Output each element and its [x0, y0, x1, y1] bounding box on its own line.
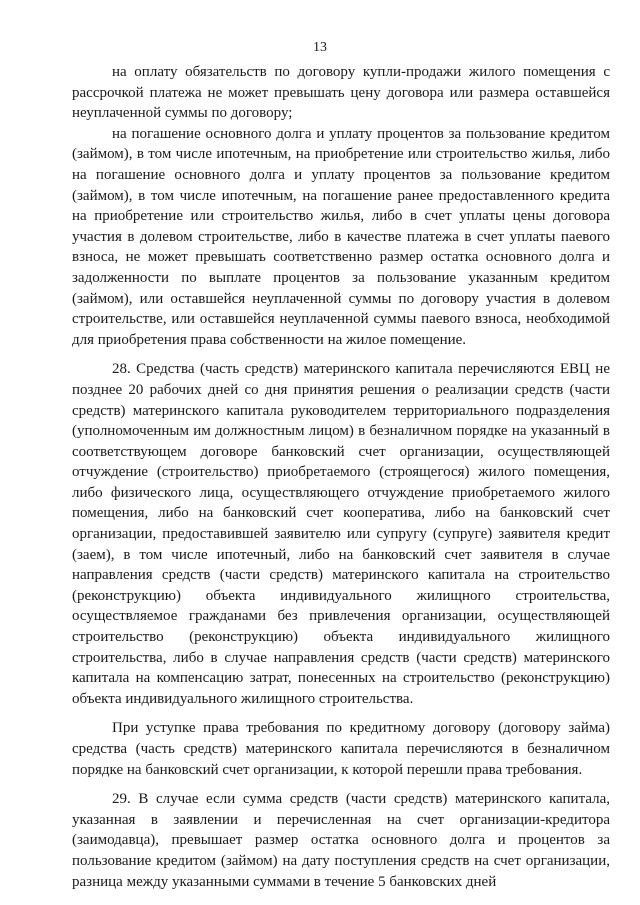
paragraph-installment-payment: на оплату обязательств по договору купли-продажи жилого помещения с рассрочкой платежа не может превышать цену договора или размера оставшейся неуплаченной суммы по договору; [72, 64, 610, 122]
document-body [72, 62, 610, 892]
paragraph-clause-28: 28. Средства (часть средств) материнского капитала перечисляются ЕВЦ не позднее 20 рабочих дней со дня принятия решения о реализации средств (части средств) материнского капитала руководителем территориального подразделения (уполномоченным им должностным лицом) в безналичном порядке на указанный в соответствующем договоре банковский счет организации, осуществляющей отчуждение (строительство) приобретаемого (строящегося) жилого помещения, либо физического лица, осуществляющего отчуждение приобретаемого жилого помещения, либо на банковский счет кооператива, либо на банковский счет организации, предоставившей заявителю или супругу (супруге) заявителя кредит (заем), в том числе ипотечный, либо на банковский счет заявителя в случае направления средств (части средств) материнского капитала на строительство (реконструкцию) объекта индивидуального жилищного строительства, осуществляемое гражданами без привлечения организации, осуществляющей строительство (реконструкцию) объекта индивидуального жилищного строительства, либо в случае направления средств (части средств) материнского капитала на компенсацию затрат, понесенных на строительство (реконструкцию) объекта индивидуального жилищного строительства. [72, 361, 610, 707]
paragraph-clause-29: 29. В случае если сумма средств (части средств) материнского капитала, указанная в заявлении и перечисленная на счет организации-кредитора (заимодавца), превышает размер остатка основного долга и процентов за пользование кредитом (займом) на дату поступления средств на счет организации, разница между указанными суммами в течение 5 банковских дней [72, 791, 610, 890]
page-number: 13 [313, 40, 327, 55]
paragraph-assignment-of-claim: При уступке права требования по кредитному договору (договору займа) средства (часть средств) материнского капитала перечисляются в безналичном порядке на банковский счет организации, к которой перешли права требования. [72, 720, 610, 778]
paragraph-loan-repayment: на погашение основного долга и уплату процентов за пользование кредитом (займом), в том числе ипотечным, на приобретение или строительство жилья, либо на погашение основного долга и уплату процентов за пользование кредитом (займом), в том числе ипотечным, на погашение ранее предоставленного кредита на приобретение или строительство жилья, либо в счет уплаты цены договора участия в долевом строительстве, либо в качестве платежа в счет уплаты паевого взноса, не может превышать соответственно размер остатка основного долга и задолженности по выплате процентов за пользование указанным кредитом (займом), или оставшейся неуплаченной суммы по договору участия в долевом строительстве, или оставшейся неуплаченной суммы паевого взноса, необходимой для приобретения права собственности на жилое помещение. [72, 125, 610, 348]
